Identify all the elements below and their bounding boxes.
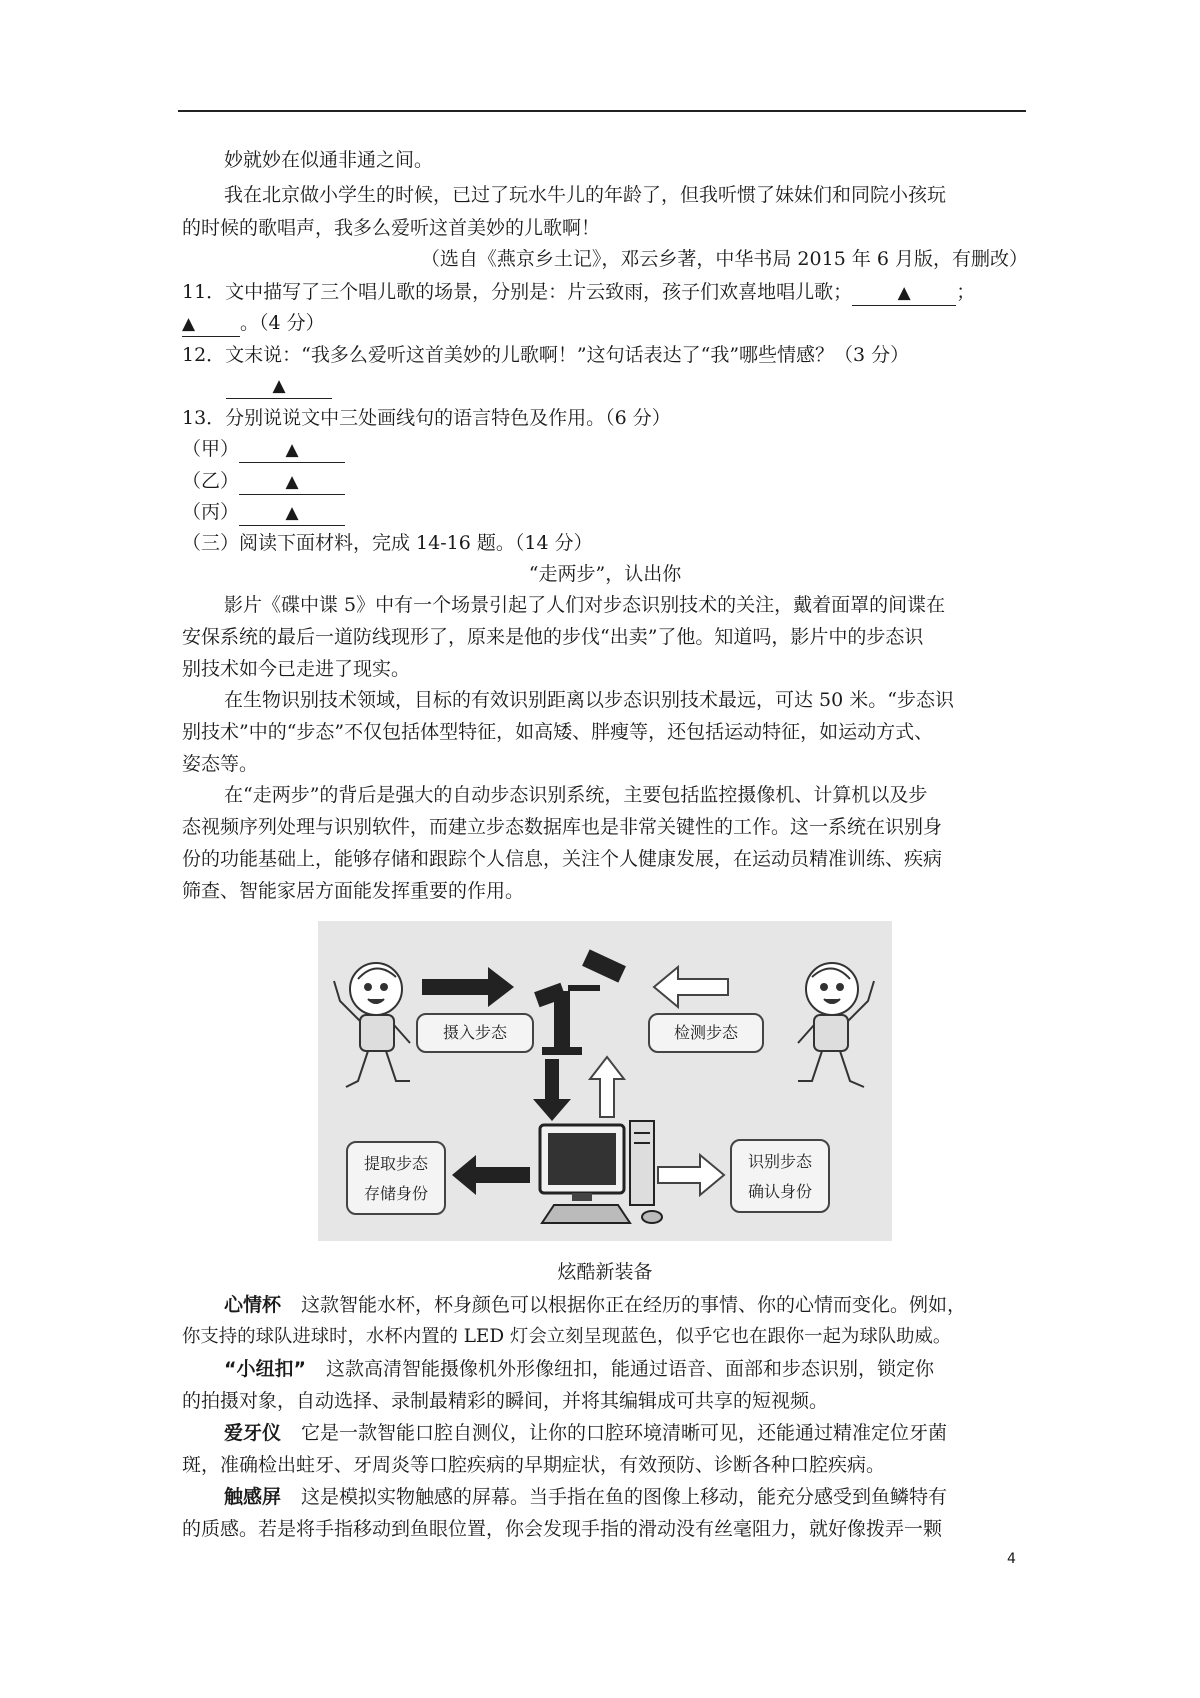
section-intro: （三）阅读下面材料，完成 14-16 题。（14 分）	[182, 532, 593, 554]
paragraph-line: 的拍摄对象，自动选择、录制最精彩的瞬间，并将其编辑成可共享的短视频。	[182, 1390, 829, 1412]
box-capture-gait: 摄入步态	[416, 1013, 534, 1053]
answer-blank[interactable]	[239, 500, 345, 526]
arrow-up-icon	[590, 1057, 624, 1117]
question-text: 11．文中描写了三个唱儿歌的场景，分别是：片云致雨，孩子们欢喜地唱儿歌；	[182, 281, 853, 303]
term-label: 触感屏	[224, 1486, 282, 1508]
paragraph-line: 影片《碟中谍 5》中有一个场景引起了人们对步态识别技术的关注，戴着面罩的间谍在	[224, 594, 946, 616]
answer-line	[226, 370, 332, 400]
camera-icon	[534, 949, 626, 1055]
paragraph-line: 的质感。若是将手指移动到鱼眼位置，你会发现手指的滑动没有丝毫阻力，就好像拨弄一颗	[182, 1518, 943, 1540]
term-desc: 这款智能水杯，杯身颜色可以根据你正在经历的事情、你的心情而变化。例如，	[301, 1294, 967, 1316]
question-13: 13．分别说说文中三处画线句的语言特色及作用。（6 分）	[182, 407, 671, 429]
computer-icon	[540, 1121, 662, 1223]
term-label: 爱牙仪	[224, 1422, 282, 1444]
term-label: 心情杯	[224, 1294, 282, 1316]
box-line: 确认身份	[747, 1182, 812, 1201]
arrow-left-icon	[452, 1155, 530, 1195]
answer-label: （乙）	[182, 470, 240, 492]
question-score: 。（4 分）	[240, 312, 325, 334]
answer-label: （甲）	[182, 438, 240, 460]
paragraph-line: 在“走两步”的背后是强大的自动步态识别系统，主要包括监控摄像机、计算机以及步	[224, 784, 928, 806]
box-line: 识别步态	[747, 1152, 812, 1171]
arrow-down-icon	[533, 1059, 571, 1121]
arrow-right-icon	[422, 967, 514, 1007]
term-desc: 这款高清智能摄像机外形像纽扣，能通过语音、面部和步态识别，锁定你	[325, 1358, 934, 1380]
answer-mark-icon: ▲	[182, 314, 196, 334]
header-rule	[178, 110, 1026, 112]
box-detect-gait: 检测步态	[648, 1013, 764, 1053]
paragraph-line: 在生物识别技术领域，目标的有效识别距离以步态识别技术最远，可达 50 米。“步态识	[224, 689, 954, 711]
answer-blank[interactable]	[852, 280, 956, 306]
answer-mark-icon: ▲	[272, 376, 286, 396]
question-11-cont	[182, 308, 325, 338]
answer-blank[interactable]	[226, 373, 332, 399]
arrow-right-icon	[658, 1155, 724, 1195]
equipment-item	[224, 1354, 934, 1384]
paragraph-line: 筛查、智能家居方面能发挥重要的作用。	[182, 880, 525, 902]
paragraph-line: 别技术如今已走进了现实。	[182, 658, 411, 680]
answer-mark-icon: ▲	[285, 440, 299, 460]
question-11	[182, 277, 975, 307]
term-desc: 这是模拟实物触感的屏幕。当手指在鱼的图像上移动，能充分感受到鱼鳞特有	[301, 1486, 948, 1508]
answer-mark-icon: ▲	[897, 283, 911, 303]
paragraph-line: 安保系统的最后一道防线现形了，原来是他的步伐“出卖”了他。知道吗，影片中的步态识	[182, 626, 924, 648]
equipment-item	[224, 1418, 947, 1448]
answer-mark-icon: ▲	[285, 503, 299, 523]
walking-person-icon	[798, 963, 874, 1087]
walking-person-icon	[334, 963, 410, 1087]
paragraph-line: 别技术”中的“步态”不仅包括体型特征，如高矮、胖瘦等，还包括运动特征，如运动方式、	[182, 721, 934, 743]
text-line: 的时候的歌唱声，我多么爱听这首美妙的儿歌啊！	[182, 217, 601, 239]
box-identify-gait	[730, 1139, 830, 1213]
answer-blank[interactable]	[239, 437, 345, 463]
answer-mark-icon: ▲	[285, 472, 299, 492]
paragraph-line: 你支持的球队进球时，水杯内置的 LED 灯会立刻呈现蓝色，似乎它也在跟你一起为球队助威。	[182, 1326, 952, 1347]
answer-line-bing	[182, 497, 345, 527]
box-extract-gait	[346, 1141, 446, 1215]
question-12: 12．文末说：“我多么爱听这首美妙的儿歌啊！”这句话表达了“我”哪些情感？（3 分）	[182, 344, 910, 366]
page-number: 4	[1007, 1551, 1016, 1567]
equipment-item	[224, 1482, 947, 1512]
article-title: “走两步”，认出你	[528, 563, 682, 585]
paragraph-line: 态视频序列处理与识别软件，而建立步态数据库也是非常关键性的工作。这一系统在识别身	[182, 816, 943, 838]
answer-line-yi	[182, 466, 345, 496]
text-line: 我在北京做小学生的时候，已过了玩水牛儿的年龄了，但我听惯了妹妹们和同院小孩玩	[224, 184, 947, 206]
gait-recognition-figure	[318, 921, 892, 1241]
text-line: 妙就妙在似通非通之间。	[224, 149, 434, 171]
term-label: “小纽扣”	[224, 1358, 306, 1380]
answer-blank[interactable]	[239, 469, 345, 495]
answer-blank[interactable]	[182, 311, 240, 337]
box-line: 存储身份	[363, 1184, 428, 1203]
arrow-left-icon	[654, 967, 728, 1007]
equipment-item	[224, 1290, 966, 1320]
answer-label: （丙）	[182, 501, 240, 523]
answer-line-jia	[182, 434, 345, 464]
section-title: 炫酷新装备	[557, 1261, 653, 1283]
box-line: 提取步态	[363, 1154, 428, 1173]
source-citation: （选自《燕京乡土记》，邓云乡著，中华书局 2015 年 6 月版，有删改）	[420, 248, 1028, 270]
paragraph-line: 份的功能基础上，能够存储和跟踪个人信息，关注个人健康发展，在运动员精准训练、疾病	[182, 848, 943, 870]
separator: ；	[956, 281, 976, 303]
term-desc: 它是一款智能口腔自测仪，让你的口腔环境清晰可见，还能通过精准定位牙菌	[301, 1422, 948, 1444]
paragraph-line: 斑，准确检出蛀牙、牙周炎等口腔疾病的早期症状，有效预防、诊断各种口腔疾病。	[182, 1454, 886, 1476]
paragraph-line: 姿态等。	[182, 753, 259, 775]
